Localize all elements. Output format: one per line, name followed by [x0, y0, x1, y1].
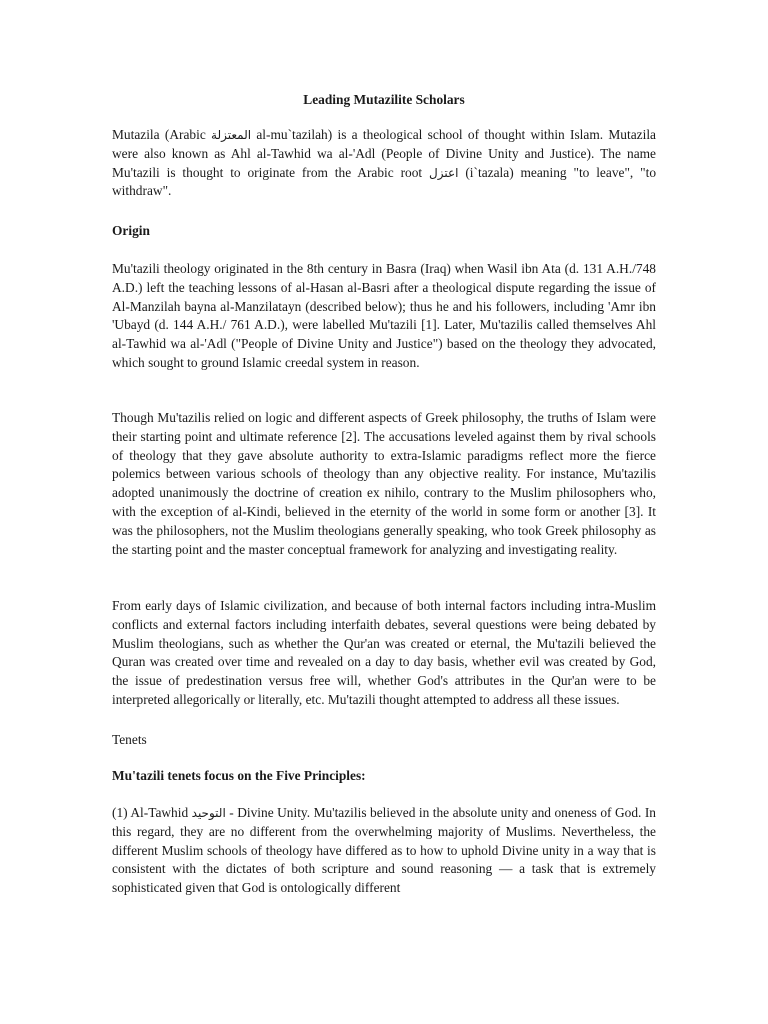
tenets-label: Tenets: [112, 732, 147, 747]
intro-text-start: Mutazila (Arabic: [112, 127, 212, 142]
arabic-root: اعتزل: [429, 165, 459, 180]
early-days-paragraph: From early days of Islamic civilization, and because of both internal factors including intra-Muslim conflicts and external factors including interfaith debates, several questions were being debated by Muslim theologians, such as whether the Qur'an was created or eternal, the Mu'tazili believed the Quran was created over time and revealed on a day to day basis, whether evil was created by God, the issue of predestination versus free will, whether God's attributes in the Qur'an were to be interpreted allegorically or literally, etc. Mu'tazili thought attempted to address all these issues.: [112, 598, 656, 707]
origin-paragraph: Mu'tazili theology originated in the 8th century in Basra (Iraq) when Wasil ibn Ata (d. 131 A.H./748 A.D.) left the teaching lessons of al-Hasan al-Basri after a theological dispute regarding the issue of Al-Manzilah bayna al-Manzilatayn (described below); thus he and his followers, including 'Amr ibn 'Ubayd (d. 144 A.H./ 761 A.D.), were labelled Mu'tazili [1]. Later, Mu'tazilis called themselves Ahl al-Tawhid wa al-'Adl ("People of Divine Unity and Justice") based on the theology they advocated, which sought to ground Islamic creedal system in reason.: [112, 261, 656, 370]
tawhid-text-rest: - Divine Unity. Mu'tazilis believed in the absolute unity and oneness of God. In this regard, they are no different from the overwhelming majority of Muslims. Nevertheless, the different Muslim schools of theology have differed as to how to uphold Divine unity in a way that is consistent with the dictates of both scripture and sound reasoning — a task that is extremely sophisticated given that God is ontologically different: [112, 805, 656, 896]
arabic-name: المعتزلة: [211, 128, 252, 142]
tawhid-paragraph: [112, 804, 656, 898]
tawhid-text-start: (1) Al-Tawhid: [112, 805, 192, 820]
intro-paragraph: [112, 126, 656, 201]
document-title: Leading Mutazilite Scholars: [303, 92, 465, 107]
logic-paragraph: Though Mu'tazilis relied on logic and different aspects of Greek philosophy, the truths of Islam were their starting point and ultimate reference [2]. The accusations leveled against them by rival schools of theology that they gave absolute authority to extra-Islamic paradigms reflect more the fierce polemics between various schools of theology than any objective reality. For instance, Mu'tazilis adopted unanimously the doctrine of creation ex nihilo, contrary to the Muslim philosophers who, with the exception of al-Kindi, believed in the eternity of the world in some form or another [3]. It was the philosophers, not the Muslim theologians generally speaking, who took Greek philosophy as the starting point and the master conceptual framework for analyzing and investigating reality.: [112, 410, 656, 557]
intro-text-middle: al-mu`tazilah) is a theological school of thought within Islam. Mutazila were also known as Ahl al-Tawhid wa al-'Adl (People of Divine Unity and Justice). The name Mu'tazili is thought to originate from the Arabic root: [112, 127, 656, 180]
tawhid-arabic: التوحيد: [191, 806, 226, 820]
five-principles-heading: Mu'tazili tenets focus on the Five Principles:: [112, 768, 366, 783]
intro-text-end: (i`tazala) meaning "to leave", "to withdraw".: [112, 164, 657, 199]
origin-heading: Origin: [112, 223, 150, 238]
